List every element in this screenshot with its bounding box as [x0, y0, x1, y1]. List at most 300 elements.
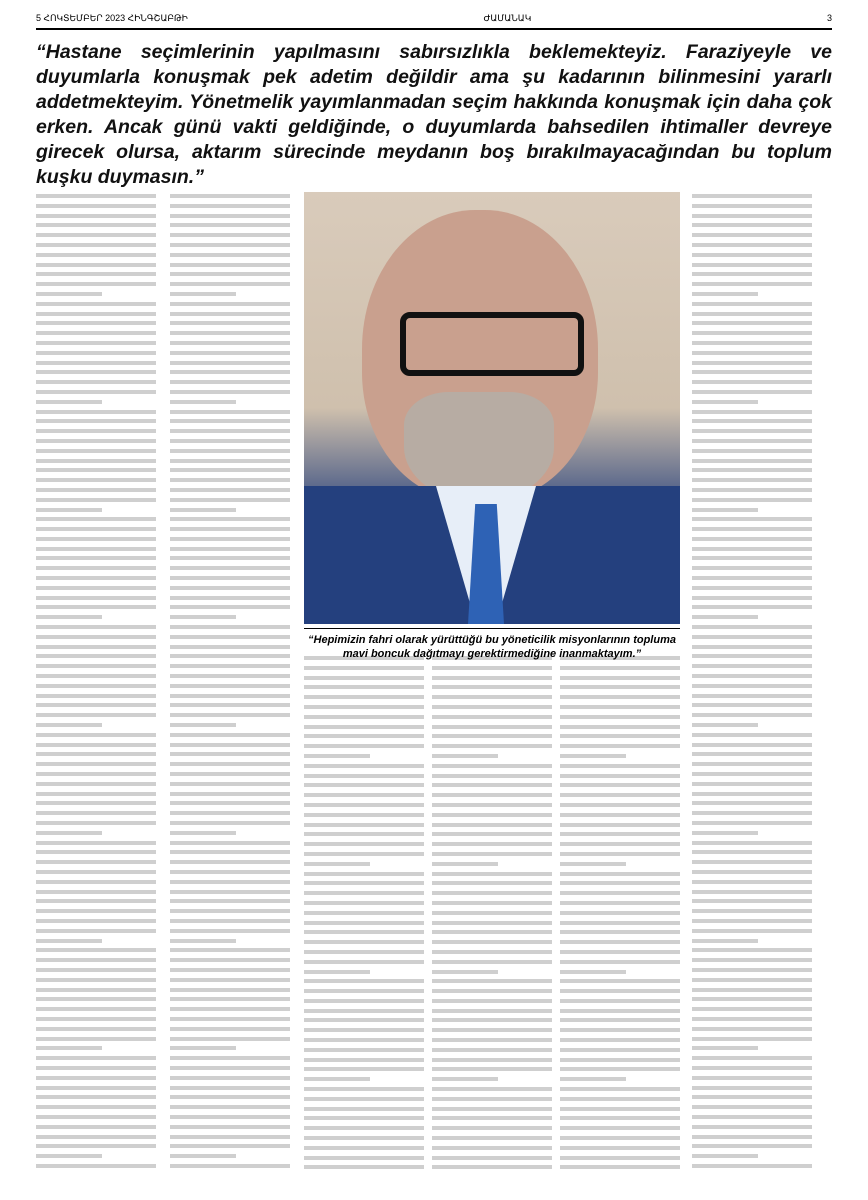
- text-line: [432, 891, 552, 895]
- text-line: [692, 605, 812, 609]
- text-line: [304, 950, 424, 954]
- text-line: [304, 1058, 424, 1062]
- text-line: [36, 508, 102, 512]
- text-line: [560, 695, 680, 699]
- text-line: [170, 615, 236, 619]
- text-line: [692, 684, 812, 688]
- text-line: [304, 1028, 424, 1032]
- text-line: [432, 676, 552, 680]
- text-line: [304, 783, 424, 787]
- text-line: [432, 744, 552, 748]
- text-line: [692, 508, 758, 512]
- text-line: [170, 233, 290, 237]
- text-line: [170, 508, 236, 512]
- text-line: [692, 792, 812, 796]
- text-line: [432, 734, 552, 738]
- text-line: [36, 1017, 156, 1021]
- text-line: [304, 1087, 424, 1091]
- text-line: [432, 754, 498, 758]
- text-line: [432, 1077, 498, 1081]
- text-line: [36, 223, 156, 227]
- text-line: [304, 842, 424, 846]
- body-column-3: [304, 656, 424, 1175]
- text-line: [170, 498, 290, 502]
- text-line: [692, 400, 758, 404]
- text-line: [304, 999, 424, 1003]
- text-line: [432, 930, 552, 934]
- text-line: [170, 351, 290, 355]
- text-line: [560, 715, 680, 719]
- text-line: [560, 793, 680, 797]
- text-line: [560, 1028, 680, 1032]
- text-line: [432, 1116, 552, 1120]
- text-line: [432, 715, 552, 719]
- text-line: [304, 1136, 424, 1140]
- text-line: [36, 439, 156, 443]
- text-line: [692, 292, 758, 296]
- text-line: [36, 547, 156, 551]
- text-line: [692, 517, 812, 521]
- text-line: [692, 576, 812, 580]
- text-line: [170, 390, 290, 394]
- text-line: [304, 676, 424, 680]
- text-line: [432, 813, 552, 817]
- text-line: [304, 832, 424, 836]
- text-line: [170, 978, 290, 982]
- text-line: [692, 870, 812, 874]
- text-line: [692, 821, 812, 825]
- text-line: [692, 948, 812, 952]
- text-line: [692, 988, 812, 992]
- text-line: [36, 233, 156, 237]
- text-line: [692, 351, 812, 355]
- text-line: [692, 302, 812, 306]
- text-line: [36, 243, 156, 247]
- text-line: [304, 744, 424, 748]
- text-line: [560, 1058, 680, 1062]
- text-line: [36, 586, 156, 590]
- text-line: [432, 705, 552, 709]
- text-line: [170, 988, 290, 992]
- text-line: [560, 1087, 680, 1091]
- text-line: [170, 694, 290, 698]
- text-line: [304, 1048, 424, 1052]
- text-line: [36, 419, 156, 423]
- body-column-4a: [432, 656, 552, 1175]
- text-line: [304, 921, 424, 925]
- text-line: [36, 204, 156, 208]
- text-line: [36, 645, 156, 649]
- text-line: [170, 1144, 290, 1148]
- text-line: [560, 1165, 680, 1169]
- text-line: [692, 566, 812, 570]
- text-line: [170, 331, 290, 335]
- text-line: [432, 1048, 552, 1052]
- text-line: [170, 214, 290, 218]
- text-line: [560, 940, 680, 944]
- text-line: [170, 811, 290, 815]
- text-line: [432, 1009, 552, 1013]
- text-line: [170, 204, 290, 208]
- text-line: [170, 958, 290, 962]
- text-line: [36, 939, 102, 943]
- text-line: [170, 517, 290, 521]
- text-line: [36, 880, 156, 884]
- text-line: [692, 890, 812, 894]
- text-line: [36, 488, 156, 492]
- text-line: [36, 997, 156, 1001]
- text-line: [692, 654, 812, 658]
- text-line: [170, 410, 290, 414]
- text-line: [304, 1067, 424, 1071]
- text-line: [692, 850, 812, 854]
- text-line: [170, 1066, 290, 1070]
- text-line: [432, 1107, 552, 1111]
- text-line: [692, 1144, 812, 1148]
- text-line: [170, 478, 290, 482]
- text-line: [692, 1086, 812, 1090]
- text-line: [692, 341, 812, 345]
- text-line: [304, 734, 424, 738]
- text-line: [170, 860, 290, 864]
- text-line: [304, 725, 424, 729]
- text-line: [170, 723, 236, 727]
- text-line: [692, 596, 812, 600]
- text-line: [304, 1009, 424, 1013]
- text-line: [170, 596, 290, 600]
- text-line: [36, 1037, 156, 1041]
- masthead: [36, 8, 832, 30]
- text-line: [692, 556, 812, 560]
- text-line: [692, 331, 812, 335]
- text-line: [432, 1146, 552, 1150]
- text-line: [692, 390, 812, 394]
- text-line: [170, 1007, 290, 1011]
- text-line: [170, 792, 290, 796]
- text-line: [36, 370, 156, 374]
- text-line: [692, 449, 812, 453]
- text-line: [432, 950, 552, 954]
- text-line: [170, 223, 290, 227]
- text-line: [36, 263, 156, 267]
- text-line: [692, 233, 812, 237]
- masthead-title: ԺԱՄԱՆԱԿ: [483, 12, 532, 23]
- text-line: [560, 764, 680, 768]
- text-line: [560, 666, 680, 670]
- text-line: [432, 1067, 552, 1071]
- text-line: [170, 468, 290, 472]
- text-line: [36, 527, 156, 531]
- text-line: [692, 1135, 812, 1139]
- text-line: [170, 880, 290, 884]
- text-line: [432, 1126, 552, 1130]
- text-line: [36, 321, 156, 325]
- text-line: [36, 821, 156, 825]
- text-line: [170, 890, 290, 894]
- text-line: [170, 419, 290, 423]
- text-line: [692, 625, 812, 629]
- text-line: [692, 1095, 812, 1099]
- text-line: [692, 752, 812, 756]
- text-line: [304, 1097, 424, 1101]
- text-line: [432, 999, 552, 1003]
- text-line: [170, 635, 290, 639]
- text-line: [560, 1107, 680, 1111]
- text-line: [432, 881, 552, 885]
- text-line: [692, 1037, 812, 1041]
- body-column-4b: [560, 656, 680, 1175]
- text-line: [36, 214, 156, 218]
- text-line: [560, 842, 680, 846]
- text-line: [36, 400, 102, 404]
- text-line: [432, 1136, 552, 1140]
- text-line: [692, 537, 812, 541]
- text-line: [692, 723, 758, 727]
- text-line: [36, 351, 156, 355]
- text-line: [170, 772, 290, 776]
- text-line: [170, 684, 290, 688]
- text-line: [170, 801, 290, 805]
- text-line: [560, 1067, 680, 1071]
- text-line: [36, 596, 156, 600]
- text-line: [170, 263, 290, 267]
- text-line: [170, 547, 290, 551]
- portrait-photo: [304, 192, 680, 624]
- headline-quote: “Hastane seçimlerinin yapılmasını sabırsızlıkla beklemekteyiz. Faraziyeyle ve duyumlarla konuşmak pek adetim değildir ama şu kadarının bilinmesini yararlı addetmekteyim. Yönetmelik yayımlanmadan seçim hakkında konuşmak için daha çok erken. Ancak günü vakti geldiğinde, o duyumlarda bahsedilen ihtimaller devreye girecek olursa, aktarım sürecinde meydanın boş bırakılmayacağından bu toplum kuşku duymasın.”: [36, 41, 832, 188]
- text-line: [432, 725, 552, 729]
- text-line: [692, 223, 812, 227]
- text-line: [170, 733, 290, 737]
- text-line: [692, 860, 812, 864]
- text-line: [692, 468, 812, 472]
- text-line: [304, 1116, 424, 1120]
- text-line: [36, 733, 156, 737]
- text-line: [692, 243, 812, 247]
- text-line: [692, 615, 758, 619]
- text-line: [432, 793, 552, 797]
- text-line: [36, 811, 156, 815]
- text-line: [36, 478, 156, 482]
- text-line: [560, 872, 680, 876]
- text-line: [560, 911, 680, 915]
- text-line: [170, 253, 290, 257]
- text-line: [692, 194, 812, 198]
- text-line: [692, 635, 812, 639]
- text-line: [692, 380, 812, 384]
- text-line: [692, 703, 812, 707]
- text-line: [304, 970, 370, 974]
- text-line: [692, 1017, 812, 1021]
- text-line: [432, 1018, 552, 1022]
- text-line: [560, 685, 680, 689]
- text-line: [692, 782, 812, 786]
- text-line: [432, 764, 552, 768]
- text-line: [36, 615, 102, 619]
- text-line: [692, 939, 758, 943]
- text-line: [170, 664, 290, 668]
- text-line: [170, 782, 290, 786]
- text-line: [170, 292, 236, 296]
- text-line: [170, 625, 290, 629]
- text-line: [170, 243, 290, 247]
- text-line: [36, 1007, 156, 1011]
- page-number: 3: [826, 13, 832, 23]
- text-line: [304, 1018, 424, 1022]
- text-line: [692, 361, 812, 365]
- text-line: [304, 685, 424, 689]
- text-line: [36, 1095, 156, 1099]
- text-line: [36, 743, 156, 747]
- text-line: [36, 752, 156, 756]
- text-line: [170, 1037, 290, 1041]
- text-line: [692, 1076, 812, 1080]
- body-column-5: [692, 194, 812, 1174]
- text-line: [692, 841, 812, 845]
- text-line: [692, 547, 812, 551]
- text-line: [692, 488, 812, 492]
- text-line: [170, 831, 236, 835]
- text-line: [692, 1056, 812, 1060]
- text-line: [432, 666, 552, 670]
- text-line: [36, 968, 156, 972]
- text-line: [692, 664, 812, 668]
- text-line: [692, 1154, 758, 1158]
- text-line: [560, 803, 680, 807]
- text-line: [432, 1028, 552, 1032]
- text-line: [304, 891, 424, 895]
- text-line: [560, 1136, 680, 1140]
- text-line: [692, 429, 812, 433]
- text-line: [692, 909, 812, 913]
- text-line: [36, 723, 102, 727]
- text-line: [304, 979, 424, 983]
- text-line: [432, 872, 552, 876]
- text-line: [304, 989, 424, 993]
- text-line: [432, 911, 552, 915]
- text-line: [692, 527, 812, 531]
- text-line: [170, 429, 290, 433]
- text-line: [36, 292, 102, 296]
- text-line: [170, 566, 290, 570]
- text-line: [170, 194, 290, 198]
- text-line: [170, 272, 290, 276]
- text-line: [36, 841, 156, 845]
- text-line: [36, 253, 156, 257]
- text-line: [304, 1165, 424, 1169]
- text-line: [36, 361, 156, 365]
- text-line: [170, 1076, 290, 1080]
- text-line: [560, 930, 680, 934]
- text-line: [170, 948, 290, 952]
- text-line: [692, 214, 812, 218]
- text-line: [170, 1125, 290, 1129]
- text-line: [560, 744, 680, 748]
- text-line: [432, 862, 498, 866]
- text-line: [36, 890, 156, 894]
- text-line: [36, 410, 156, 414]
- text-line: [432, 960, 552, 964]
- text-line: [170, 654, 290, 658]
- text-line: [304, 705, 424, 709]
- text-line: [560, 999, 680, 1003]
- text-line: [560, 1116, 680, 1120]
- text-line: [36, 625, 156, 629]
- text-line: [170, 1164, 290, 1168]
- text-line: [304, 1077, 370, 1081]
- text-line: [170, 488, 290, 492]
- text-line: [304, 803, 424, 807]
- text-line: [304, 1156, 424, 1160]
- text-line: [560, 1156, 680, 1160]
- text-line: [432, 852, 552, 856]
- text-line: [36, 684, 156, 688]
- glasses-shape: [400, 312, 584, 376]
- text-line: [36, 282, 156, 286]
- text-line: [304, 813, 424, 817]
- text-line: [692, 459, 812, 463]
- text-line: [692, 919, 812, 923]
- text-line: [304, 793, 424, 797]
- text-line: [36, 517, 156, 521]
- text-line: [36, 899, 156, 903]
- text-line: [432, 901, 552, 905]
- text-line: [36, 772, 156, 776]
- text-line: [560, 1146, 680, 1150]
- text-line: [170, 321, 290, 325]
- text-line: [560, 705, 680, 709]
- text-line: [304, 960, 424, 964]
- text-line: [36, 1144, 156, 1148]
- text-line: [560, 734, 680, 738]
- body-column-1: [36, 194, 156, 1174]
- text-line: [304, 872, 424, 876]
- text-line: [170, 939, 236, 943]
- text-line: [36, 1125, 156, 1129]
- text-line: [692, 410, 812, 414]
- text-line: [36, 978, 156, 982]
- text-line: [170, 459, 290, 463]
- text-line: [36, 380, 156, 384]
- text-line: [36, 1115, 156, 1119]
- text-line: [36, 674, 156, 678]
- text-line: [692, 811, 812, 815]
- text-line: [560, 1097, 680, 1101]
- text-line: [304, 940, 424, 944]
- text-line: [432, 842, 552, 846]
- text-line: [560, 921, 680, 925]
- text-line: [692, 772, 812, 776]
- text-line: [170, 1115, 290, 1119]
- text-line: [36, 449, 156, 453]
- text-line: [36, 782, 156, 786]
- text-line: [432, 921, 552, 925]
- text-line: [170, 302, 290, 306]
- text-line: [432, 1097, 552, 1101]
- text-line: [432, 774, 552, 778]
- text-line: [36, 272, 156, 276]
- text-line: [692, 929, 812, 933]
- text-line: [692, 1007, 812, 1011]
- text-line: [36, 860, 156, 864]
- text-line: [692, 694, 812, 698]
- text-line: [304, 823, 424, 827]
- text-line: [304, 764, 424, 768]
- text-line: [304, 1107, 424, 1111]
- text-line: [170, 1017, 290, 1021]
- text-line: [36, 498, 156, 502]
- text-line: [560, 862, 626, 866]
- text-line: [36, 1164, 156, 1168]
